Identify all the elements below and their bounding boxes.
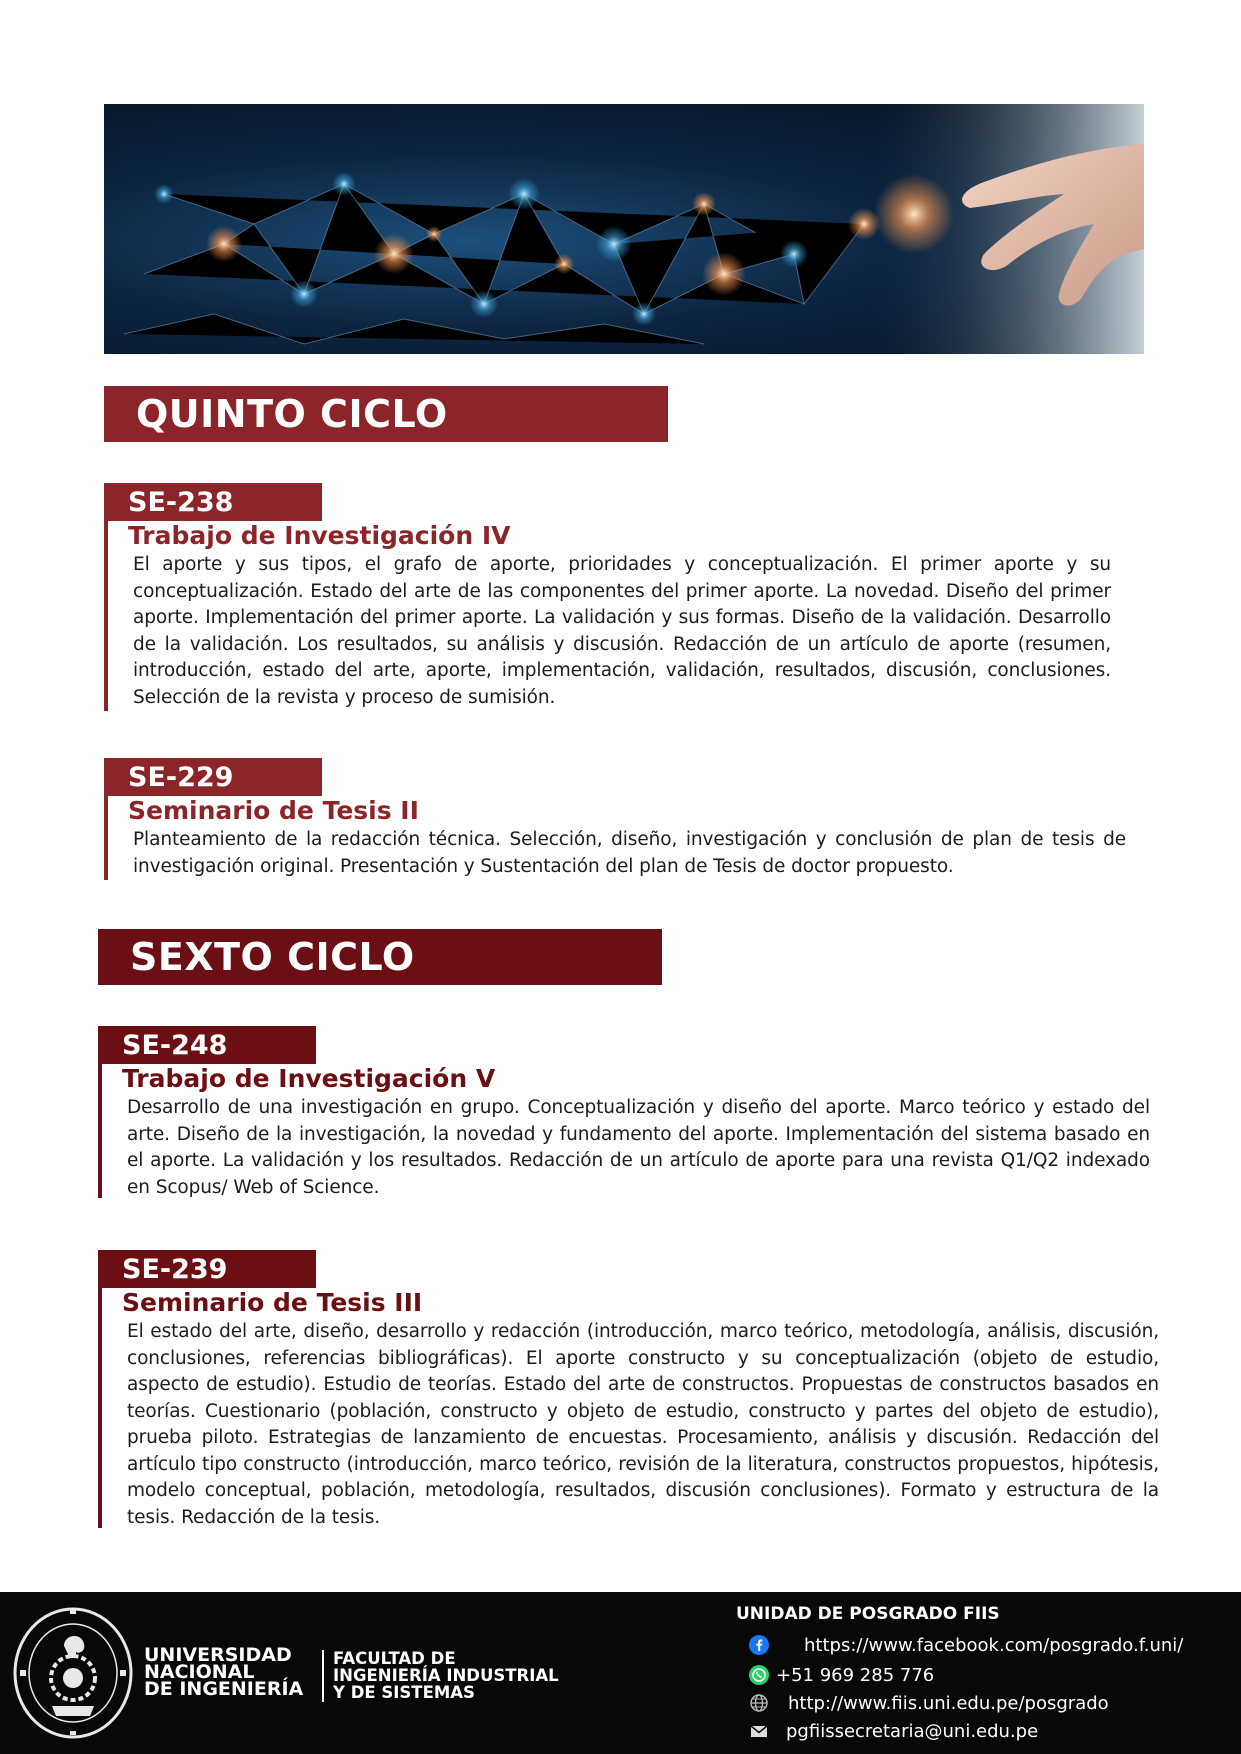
email-contact[interactable] <box>748 1720 1038 1742</box>
course-code: SE-248 <box>98 1026 316 1064</box>
cycle-heading-quinto: QUINTO CICLO <box>104 386 668 442</box>
whatsapp-contact[interactable] <box>748 1664 934 1686</box>
web-contact[interactable] <box>748 1692 1109 1714</box>
mail-icon <box>748 1720 770 1742</box>
network-illustration <box>104 104 1144 354</box>
course-title: Seminario de Tesis III <box>122 1288 423 1317</box>
email-link[interactable]: pgfiissecretaria@uni.edu.pe <box>786 1720 1039 1742</box>
course-description: Desarrollo de una investigación en grupo. Conceptualización y diseño del aporte. Marco teórico y estado del arte. Diseño de la investigación, la novedad y fundamento del aporte. Implementación del sistema basado en el aporte. La validación y los resultados. Redacción de un artículo de aporte para una revista Q1/Q2 indexado en Scopus/ Web of Science. <box>127 1097 1150 1198</box>
course-card-se-239 <box>98 1250 1158 1528</box>
unit-title: UNIDAD DE POSGRADO FIIS <box>736 1604 1000 1624</box>
university-name-line: UNIVERSIDAD <box>144 1644 292 1666</box>
course-code: SE-238 <box>104 483 322 521</box>
course-card-se-238 <box>104 483 1124 711</box>
footer-divider <box>322 1650 324 1702</box>
whatsapp-icon <box>748 1664 770 1686</box>
faculty-name-line: FACULTAD DE <box>333 1649 456 1668</box>
facebook-link[interactable]: https://www.facebook.com/posgrado.f.uni/ <box>804 1634 1184 1656</box>
course-accent-rule <box>98 1250 102 1528</box>
course-title: Seminario de Tesis II <box>128 796 419 825</box>
university-name <box>144 1644 304 1700</box>
university-name-line: NACIONAL <box>144 1661 255 1683</box>
course-description: El aporte y sus tipos, el grafo de aporte, prioridades y conceptualización. El primer aporte y su conceptualización. Estado del arte de las componentes del primer aporte. La novedad. Diseño del primer aporte. Implementación del primer aporte. La validación y sus formas. Diseño de la validación. Desarrollo de la validación. Los resultados, su análisis y discusión. Redacción de un artículo de aporte (resumen, introducción, estado del arte, aporte, implementación, validación, resultados, discusión, conclusiones. Selección de la revista y proceso de sumisión. <box>133 554 1111 708</box>
header-banner-image <box>104 104 1144 354</box>
course-card-se-229 <box>104 758 1124 880</box>
course-description: Planteamiento de la redacción técnica. Selección, diseño, investigación y conclusión de plan de tesis de investigación original. Presentación y Sustentación del plan de Tesis de doctor propuesto. <box>133 829 1126 877</box>
faculty-name <box>333 1650 559 1701</box>
facebook-contact[interactable] <box>748 1634 1183 1656</box>
whatsapp-number[interactable]: +51 969 285 776 <box>776 1664 935 1686</box>
website-link[interactable]: http://www.fiis.uni.edu.pe/posgrado <box>788 1692 1109 1714</box>
facebook-icon <box>748 1634 770 1656</box>
course-code: SE-229 <box>104 758 322 796</box>
university-seal-icon <box>12 1606 134 1740</box>
cycle-heading-sexto: SEXTO CICLO <box>98 929 662 985</box>
course-title: Trabajo de Investigación IV <box>128 521 511 550</box>
course-description: El estado del arte, diseño, desarrollo y redacción (introducción, marco teórico, metodología, análisis, discusión, conclusiones, referencias bibliográficas). El aporte constructo y su conceptualización (objeto de estudio, aspecto de estudio). Estudio de teorías. Estado del arte de constructos. Propuestas de constructos basados en teorías. Cuestionario (población, constructo y objeto de estudio, constructo y partes del objeto de estudio), prueba piloto. Estrategias de lanzamiento de encuestas. Procesamiento, análisis y discusión. Redacción del artículo tipo constructo (introducción, marco teórico, revisión de la literatura, constructos propuestos, hipótesis, modelo conceptual, población, metodología, resultados, discusión conclusiones). Formato y estructura de la tesis. Redacción de la tesis. <box>127 1321 1159 1528</box>
faculty-name-line: Y DE SISTEMAS <box>333 1683 475 1702</box>
course-card-se-248 <box>98 1026 1150 1198</box>
footer <box>0 1592 1241 1754</box>
faculty-name-line: INGENIERÍA INDUSTRIAL <box>333 1666 559 1685</box>
globe-icon <box>748 1692 770 1714</box>
university-name-line: DE INGENIERÍA <box>144 1678 304 1700</box>
course-code: SE-239 <box>98 1250 316 1288</box>
course-title: Trabajo de Investigación V <box>122 1064 496 1093</box>
